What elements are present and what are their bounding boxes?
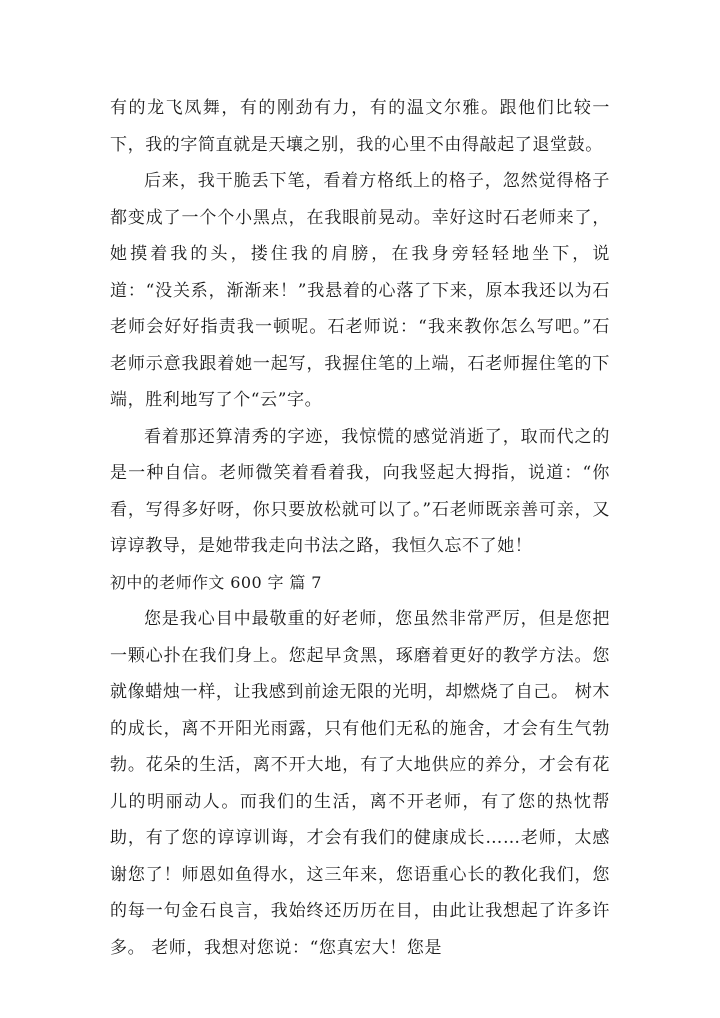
essay-body [110,90,610,966]
paragraph-4: 您是我心目中最敬重的好老师，您虽然非常严厉，但是您把一颗心扑在我们身上。您起早贪黑，琢磨着更好的教学方法。您就像蜡烛一样，让我感到前途无限的光明，却燃烧了自己。 树木的成长，离不开阳光雨露，只有他们无私的施舍，才会有生气勃勃。花朵的生活，离不开大地，有了大地供应的养分，才会有花儿的明丽动人。而我们的生活，离不开老师，有了您的热忱帮助，有了您的谆谆训诲，才会有我们的健康成长……老师，太感谢您了！师恩如鱼得水，这三年来，您语重心长的教化我们，您的每一句金石良言，我始终还历历在目，由此让我想起了许多许多。 老师，我想对您说：“您真宏大！您是 [110,609,610,958]
section-heading: 初中的老师作文 600 字 篇 7 [110,572,322,592]
paragraph-3: 看着那还算清秀的字迹，我惊慌的感觉消逝了，取而代之的是一种自信。老师微笑着看着我，向我竖起大拇指，说道：“你看，写得多好呀，你只要放松就可以了。”石老师既亲善可亲，又谆谆教导，是她带我走向书法之路，我恒久忘不了她！ [110,426,610,556]
paragraph-1: 有的龙飞凤舞，有的刚劲有力，有的温文尔雅。跟他们比较一下，我的字简直就是天壤之别，我的心里不由得敲起了退堂鼓。 [110,98,610,155]
paragraph-2: 后来，我干脆丢下笔，看着方格纸上的格子，忽然觉得格子都变成了一个个小黑点，在我眼前晃动。幸好这时石老师来了，她摸着我的头，搂住我的肩膀，在我身旁轻轻地坐下，说道：“没关系，渐渐来！”我悬着的心落了下来，原本我还以为石老师会好好指责我一顿呢。石老师说：“我来教你怎么写吧。”石老师示意我跟着她一起写，我握住笔的上端，石老师握住笔的下端，胜利地写了个“云”字。 [110,171,610,410]
